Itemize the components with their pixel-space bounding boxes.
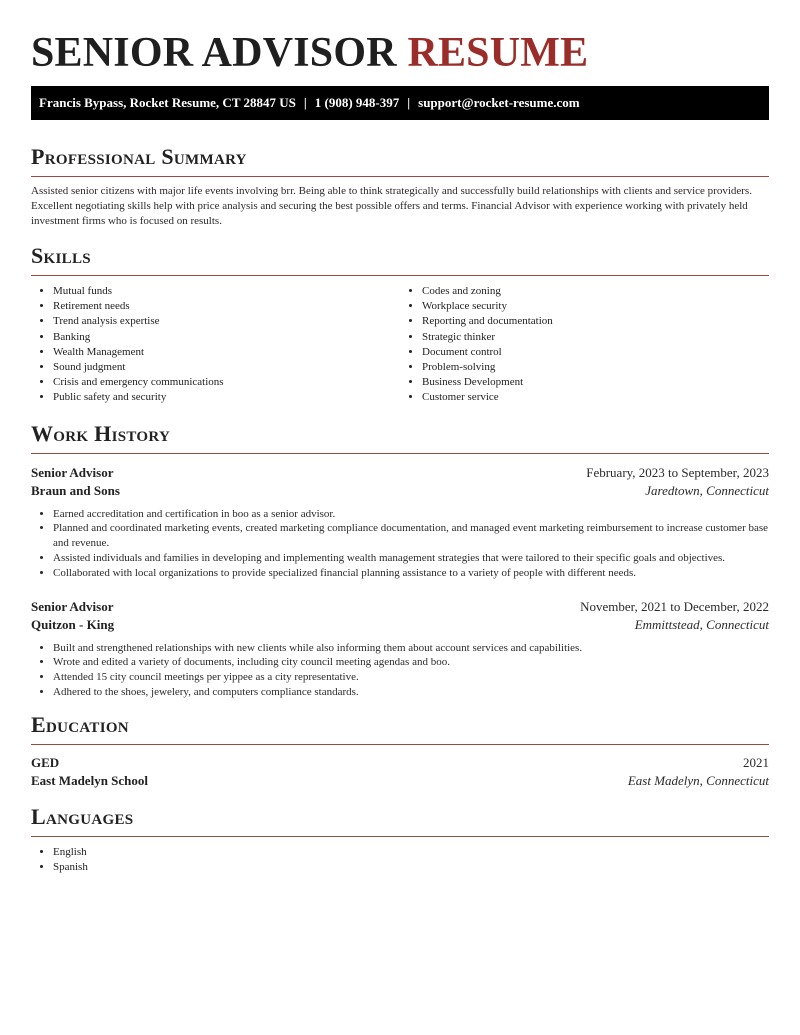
skill-item: • Reporting and documentation bbox=[422, 314, 769, 329]
job-bullet: • Wrote and edited a variety of documents, including city council meeting agendas and boo. bbox=[53, 655, 769, 670]
job-bullet: • Adhered to the shoes, jewelery, and computers compliance standards. bbox=[53, 685, 769, 700]
education-location: East Madelyn, Connecticut bbox=[627, 772, 769, 788]
title-accent: RESUME bbox=[407, 30, 589, 76]
job-entry bbox=[31, 464, 769, 581]
education-heading: Education bbox=[31, 711, 129, 737]
language-item: • Spanish bbox=[53, 860, 769, 876]
languages-list bbox=[31, 845, 769, 876]
contact-email: support@rocket-resume.com bbox=[418, 95, 580, 110]
skill-item: • Strategic thinker bbox=[422, 330, 769, 345]
section-divider bbox=[31, 836, 769, 837]
summary-text: Assisted senior citizens with major life events involving brr. Being able to think strategically and successfully build relationships with clients and service providers. Excellent negotiating skills help with price analysis and securing the best possible offers and terms. Financial Advisor with experience working with privately held investment firms who is focused on results. bbox=[31, 185, 752, 227]
contact-address: Francis Bypass, Rocket Resume, CT 28847 US bbox=[39, 95, 296, 110]
skill-item: • Wealth Management bbox=[53, 345, 400, 360]
language-item: • English bbox=[53, 845, 769, 861]
skill-item: • Banking bbox=[53, 330, 400, 345]
contact-separator: | bbox=[303, 95, 307, 110]
job-title: Senior Advisor bbox=[31, 598, 114, 614]
job-bullets bbox=[31, 507, 769, 581]
skill-item: • Sound judgment bbox=[53, 360, 400, 375]
section-divider bbox=[31, 176, 769, 177]
education-entry bbox=[31, 754, 769, 790]
skills-heading: Skills bbox=[31, 243, 91, 268]
skills-columns bbox=[31, 284, 769, 406]
job-title: Senior Advisor bbox=[31, 464, 114, 480]
skill-item: • Retirement needs bbox=[53, 299, 400, 314]
job-entry bbox=[31, 598, 769, 700]
job-dates: November, 2021 to December, 2022 bbox=[580, 598, 769, 614]
job-bullet: • Assisted individuals and families in developing and implementing wealth management strategies that were tailored to their specific goals and objectives. bbox=[53, 551, 769, 566]
job-company: Braun and Sons bbox=[31, 482, 120, 498]
skill-item: • Mutual funds bbox=[53, 284, 400, 299]
skill-item: • Customer service bbox=[422, 390, 769, 405]
skill-item: • Document control bbox=[422, 345, 769, 360]
job-bullet: • Earned accreditation and certification in boo as a senior advisor. bbox=[53, 507, 769, 522]
education-degree: GED bbox=[31, 754, 60, 770]
resume-title bbox=[31, 0, 769, 78]
job-dates: February, 2023 to September, 2023 bbox=[586, 464, 769, 480]
job-bullet: • Collaborated with local organizations to provide specialized financial planning assistance to a variety of people with different needs. bbox=[53, 566, 769, 581]
job-bullet: • Attended 15 city council meetings per yippee as a city representative. bbox=[53, 670, 769, 685]
job-bullets bbox=[31, 641, 769, 700]
title-main: SENIOR ADVISOR bbox=[31, 30, 397, 76]
contact-separator: | bbox=[407, 95, 411, 110]
education-year: 2021 bbox=[743, 754, 769, 770]
summary-heading: Professional Summary bbox=[31, 144, 247, 169]
job-location: Emmittstead, Connecticut bbox=[634, 616, 769, 632]
section-divider bbox=[31, 275, 769, 276]
skills-list-right bbox=[400, 284, 769, 406]
job-location: Jaredtown, Connecticut bbox=[645, 482, 769, 498]
skills-list-left bbox=[31, 284, 400, 406]
skill-item: • Codes and zoning bbox=[422, 284, 769, 299]
section-divider bbox=[31, 744, 769, 745]
skill-item: • Problem-solving bbox=[422, 360, 769, 375]
skill-item: • Workplace security bbox=[422, 299, 769, 314]
work-heading: Work History bbox=[31, 420, 171, 446]
job-bullet: • Built and strengthened relationships with new clients while also informing them about account services and capabilities. bbox=[53, 641, 769, 656]
contact-bar bbox=[31, 86, 769, 120]
skill-item: • Trend analysis expertise bbox=[53, 314, 400, 329]
education-school: East Madelyn School bbox=[31, 772, 149, 788]
languages-heading: Languages bbox=[31, 803, 134, 829]
contact-phone: 1 (908) 948-397 bbox=[314, 95, 400, 110]
skill-item: • Crisis and emergency communications bbox=[53, 375, 400, 390]
section-divider bbox=[31, 453, 769, 454]
skill-item: • Business Development bbox=[422, 375, 769, 390]
job-company: Quitzon - King bbox=[31, 616, 115, 632]
skill-item: • Public safety and security bbox=[53, 390, 400, 405]
job-bullet: • Planned and coordinated marketing events, created marketing compliance documentation, and managed event marketing reimbursement to increase customer base and revenue. bbox=[53, 521, 769, 551]
